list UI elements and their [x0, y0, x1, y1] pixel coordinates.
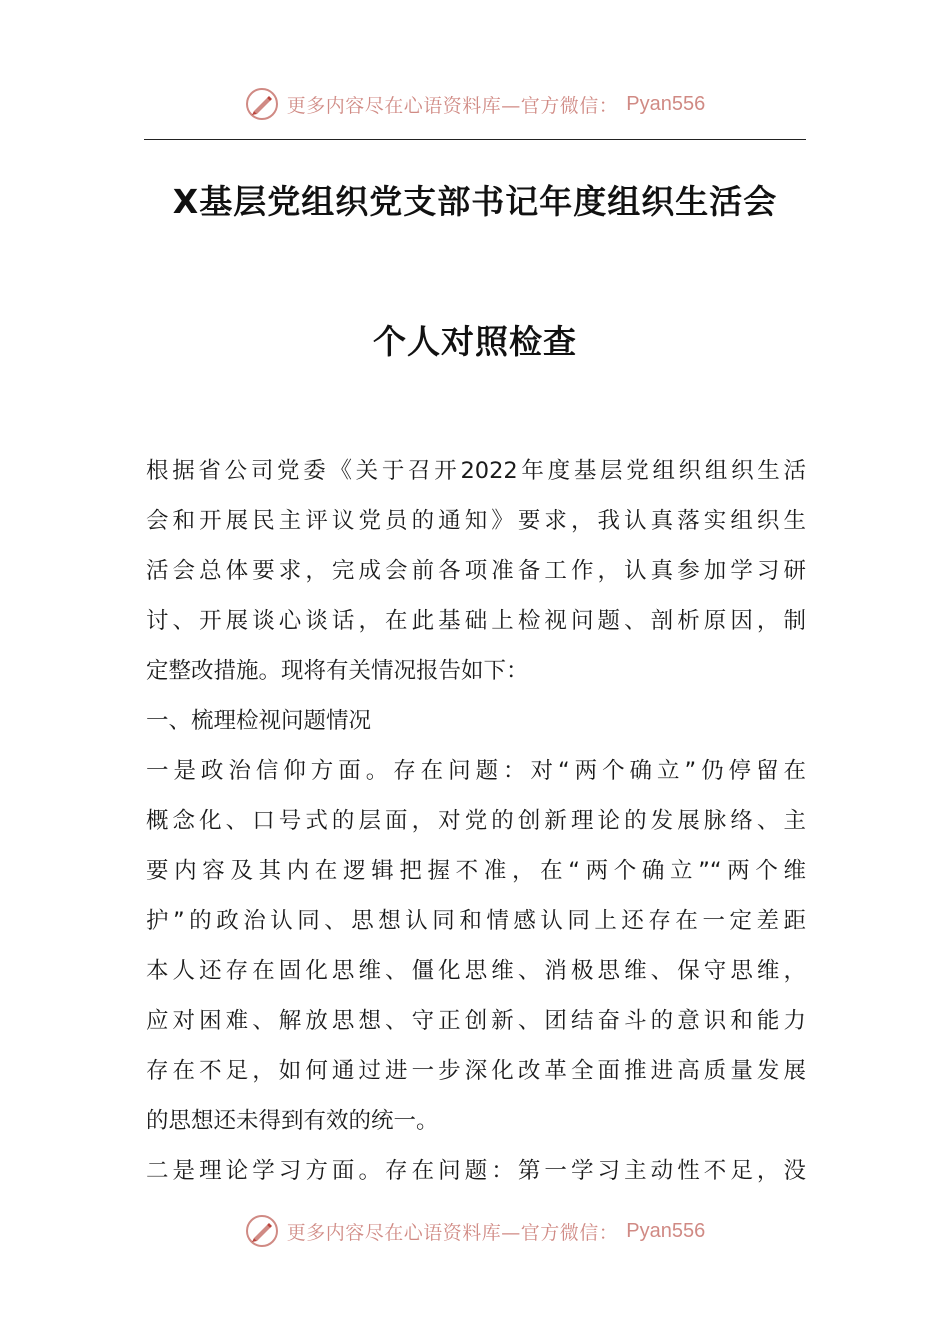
body-line: 存在不足，如何通过进一步深化改革全面推进高质量发展	[146, 1058, 806, 1084]
body-line: 定整改措施。现将有关情况报告如下：	[146, 658, 529, 684]
document-title-line-1: X基层党组织党支部书记年度组织生活会	[172, 182, 778, 221]
watermark-wechat-id: Pyan556	[626, 1219, 706, 1242]
body-line: 本人还存在固化思维、僵化思维、消极思维、保守思维，	[146, 958, 806, 984]
body-line: 根据省公司党委《关于召开2022年度基层党组织组织生活	[146, 458, 806, 484]
body-line: 应对困难、解放思想、守正创新、团结奋斗的意识和能力	[146, 1008, 806, 1034]
body-line: 活会总体要求，完成会前各项准备工作，认真参加学习研	[146, 558, 806, 584]
body-line: 要内容及其内在逻辑把握不准，在“两个确立”“两个维	[146, 858, 806, 884]
watermark-text: 更多内容尽在心语资料库—官方微信：	[286, 1221, 619, 1244]
document-title-line-2: 个人对照检查	[373, 322, 577, 361]
header-watermark	[0, 84, 950, 124]
body-line: 护”的政治认同、思想认同和情感认同上还存在一定差距	[146, 908, 806, 934]
pen-logo-icon	[245, 1214, 279, 1248]
body-line: 会和开展民主评议党员的通知》要求，我认真落实组织生	[146, 508, 806, 534]
body-line: 的思想还未得到有效的统一。	[146, 1108, 439, 1134]
section-heading: 一、梳理检视问题情况	[146, 708, 372, 734]
body-line: 二是理论学习方面。存在问题：第一学习主动性不足，没	[146, 1158, 806, 1184]
body-line: 讨、开展谈心谈话，在此基础上检视问题、剖析原因，制	[146, 608, 806, 634]
pen-logo-icon	[245, 87, 279, 121]
document-body	[146, 446, 806, 1196]
watermark-wechat-id: Pyan556	[626, 92, 706, 115]
body-line: 一是政治信仰方面。存在问题：对“两个确立”仍停留在	[146, 758, 806, 784]
body-line: 概念化、口号式的层面，对党的创新理论的发展脉络、主	[146, 808, 806, 834]
footer-watermark	[0, 1211, 950, 1251]
header-divider	[144, 139, 806, 140]
watermark-text: 更多内容尽在心语资料库—官方微信：	[286, 94, 619, 117]
